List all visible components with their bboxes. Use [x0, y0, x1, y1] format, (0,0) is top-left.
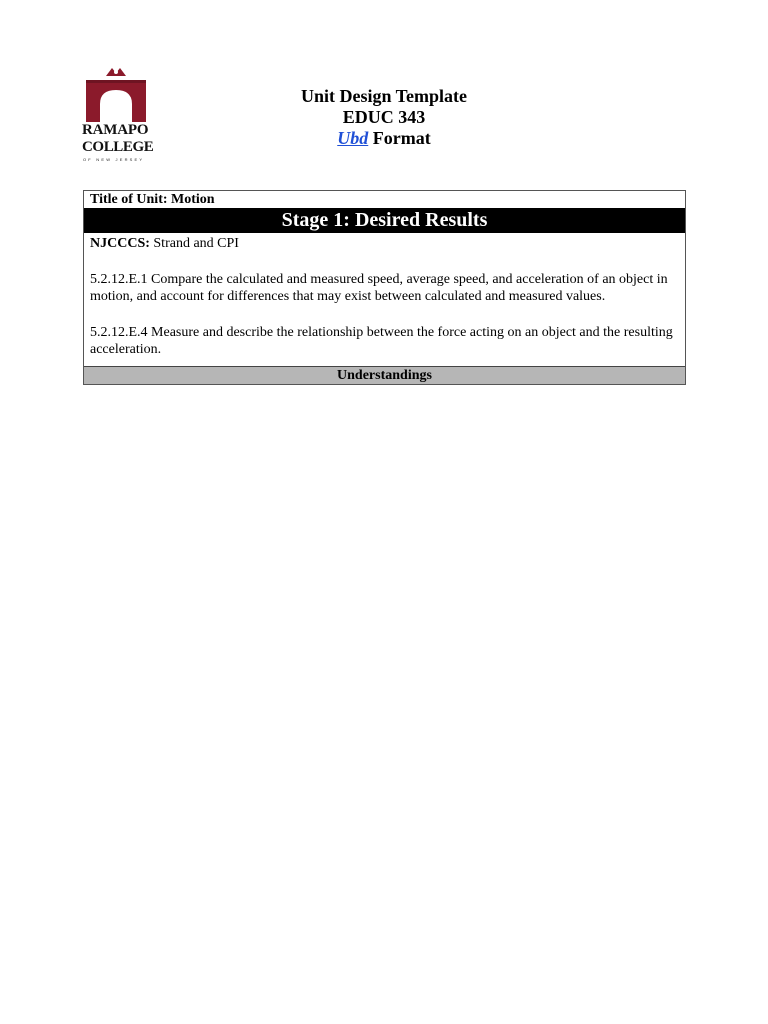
- standards-value: Strand and CPI: [153, 236, 239, 251]
- standards-label: NJCCCS:: [90, 236, 150, 251]
- logo-word-ramapo: RAMAPO: [82, 122, 149, 138]
- format-line: [0, 128, 768, 149]
- standards-header: [90, 235, 679, 252]
- document-title: Unit Design Template: [300, 86, 468, 106]
- logo-word-college: COLLEGE: [82, 139, 154, 155]
- unit-design-table: [83, 190, 686, 385]
- standard-item: 5.2.12.E.4 Measure and describe the relationship between the force acting on an object and the resulting acceleration.: [90, 325, 673, 357]
- standards-cell: [84, 233, 685, 366]
- understandings-header: Understandings: [84, 366, 685, 384]
- course-code: EDUC 343: [342, 107, 426, 127]
- title-of-unit-value: Motion: [171, 192, 215, 207]
- title-of-unit-label: Title of Unit:: [90, 192, 168, 207]
- stage-heading: Stage 1: Desired Results: [84, 208, 685, 233]
- format-word: Format: [372, 128, 431, 148]
- ubd-link[interactable]: Ubd: [337, 128, 369, 148]
- title-of-unit-row: [84, 191, 685, 208]
- document-header: [0, 86, 768, 149]
- logo-word-nj: OF NEW JERSEY: [83, 157, 145, 162]
- standard-item: 5.2.12.E.1 Compare the calculated and measured speed, average speed, and acceleration of an object in motion, and account for differences that may exist between calculated and measured values.: [90, 272, 668, 304]
